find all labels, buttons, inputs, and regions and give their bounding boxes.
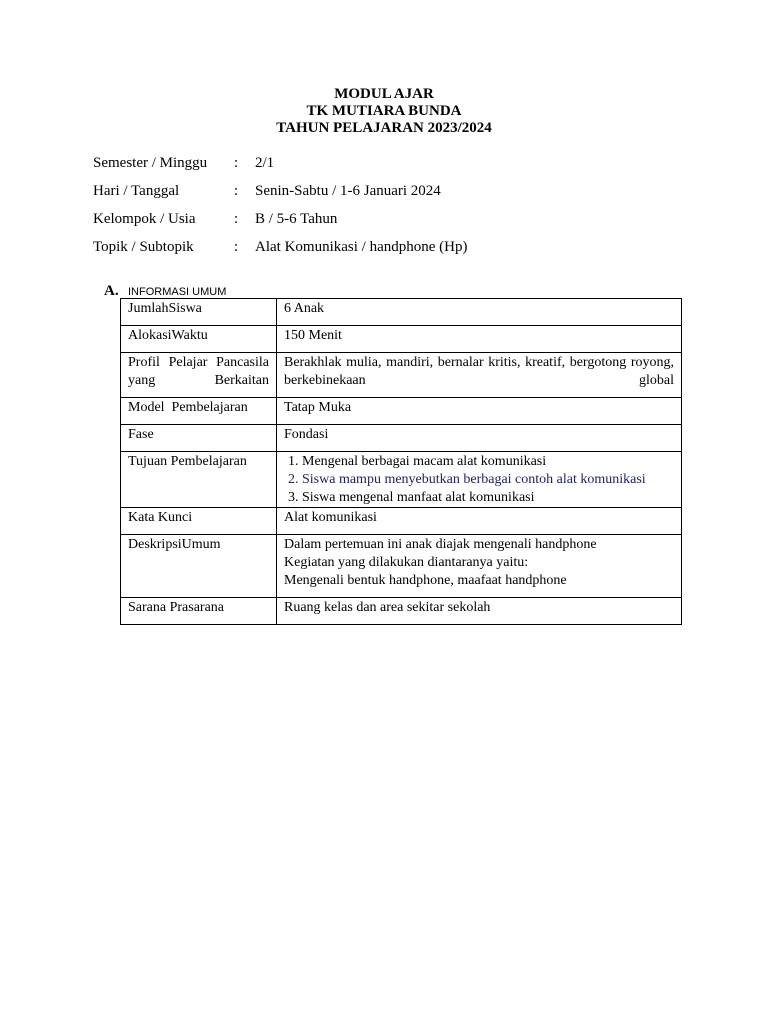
table-row [121,326,682,353]
meta-row-semester [93,153,693,181]
row-value: Tatap Muka [277,398,682,425]
table-row [121,353,682,398]
description-line: Kegiatan yang dilakukan diantaranya yaitu: [284,555,529,570]
row-value [277,535,682,598]
title-line-1: MODUL AJAR [334,86,434,102]
meta-info [93,153,693,265]
table-row [121,535,682,598]
row-label: DeskripsiUmum [121,535,277,598]
row-value: 150 Menit [277,326,682,353]
row-label: Fase [121,425,277,452]
row-value: 6 Anak [277,299,682,326]
meta-label: Topik / Subtopik [93,239,194,255]
row-label: Tujuan Pembelajaran [121,452,277,508]
goals-list [284,453,674,507]
meta-label: Hari / Tanggal [93,183,180,199]
meta-value: B / 5-6 Tahun [255,211,338,227]
section-letter: A. [104,283,119,299]
description-line: Mengenali bentuk handphone, maafaat handphone [284,573,567,588]
table-row [121,452,682,508]
row-value: Fondasi [277,425,682,452]
list-item: 3. Siswa mengenal manfaat alat komunikasi [302,489,674,507]
row-value: Berakhlak mulia, mandiri, bernalar kritis, kreatif, bergotong royong, berkebinekaan global [277,353,682,398]
row-label: Sarana Prasarana [121,598,277,625]
meta-colon: : [234,239,239,255]
row-value: Ruang kelas dan area sekitar sekolah [277,598,682,625]
title-line-3: TAHUN PELAJARAN 2023/2024 [276,120,492,136]
meta-colon: : [234,183,239,199]
meta-label: Kelompok / Usia [93,211,196,227]
list-item: 2. Siswa mampu menyebutkan berbagai contoh alat komunikasi [302,471,674,489]
meta-colon: : [234,211,239,227]
meta-colon: : [234,155,239,171]
meta-row-kelompok [93,209,693,237]
row-label: Kata Kunci [121,508,277,535]
list-item: 1. Mengenal berbagai macam alat komunikasi [302,453,674,471]
table-row [121,398,682,425]
table-row [121,508,682,535]
title-line-2: TK MUTIARA BUNDA [306,103,462,119]
description-line: Dalam pertemuan ini anak diajak mengenali handphone [284,537,597,552]
document-title [0,86,768,137]
section-title: INFORMASI UMUM [128,286,227,298]
row-value: Alat komunikasi [277,508,682,535]
row-label: Model Pembelajaran [121,398,277,425]
row-label: JumlahSiswa [121,299,277,326]
row-label: Profil Pelajar Pancasila yang Berkaitan [121,353,277,398]
meta-value: Senin-Sabtu / 1-6 Januari 2024 [255,183,441,199]
meta-row-hari [93,181,693,209]
meta-value: Alat Komunikasi / handphone (Hp) [255,239,468,255]
meta-row-topik [93,237,693,265]
meta-label: Semester / Minggu [93,155,208,171]
table-row [121,299,682,326]
table-row [121,425,682,452]
row-value [277,452,682,508]
meta-value: 2/1 [255,155,275,171]
row-label: AlokasiWaktu [121,326,277,353]
table-row [121,598,682,625]
general-info-table [120,298,682,625]
